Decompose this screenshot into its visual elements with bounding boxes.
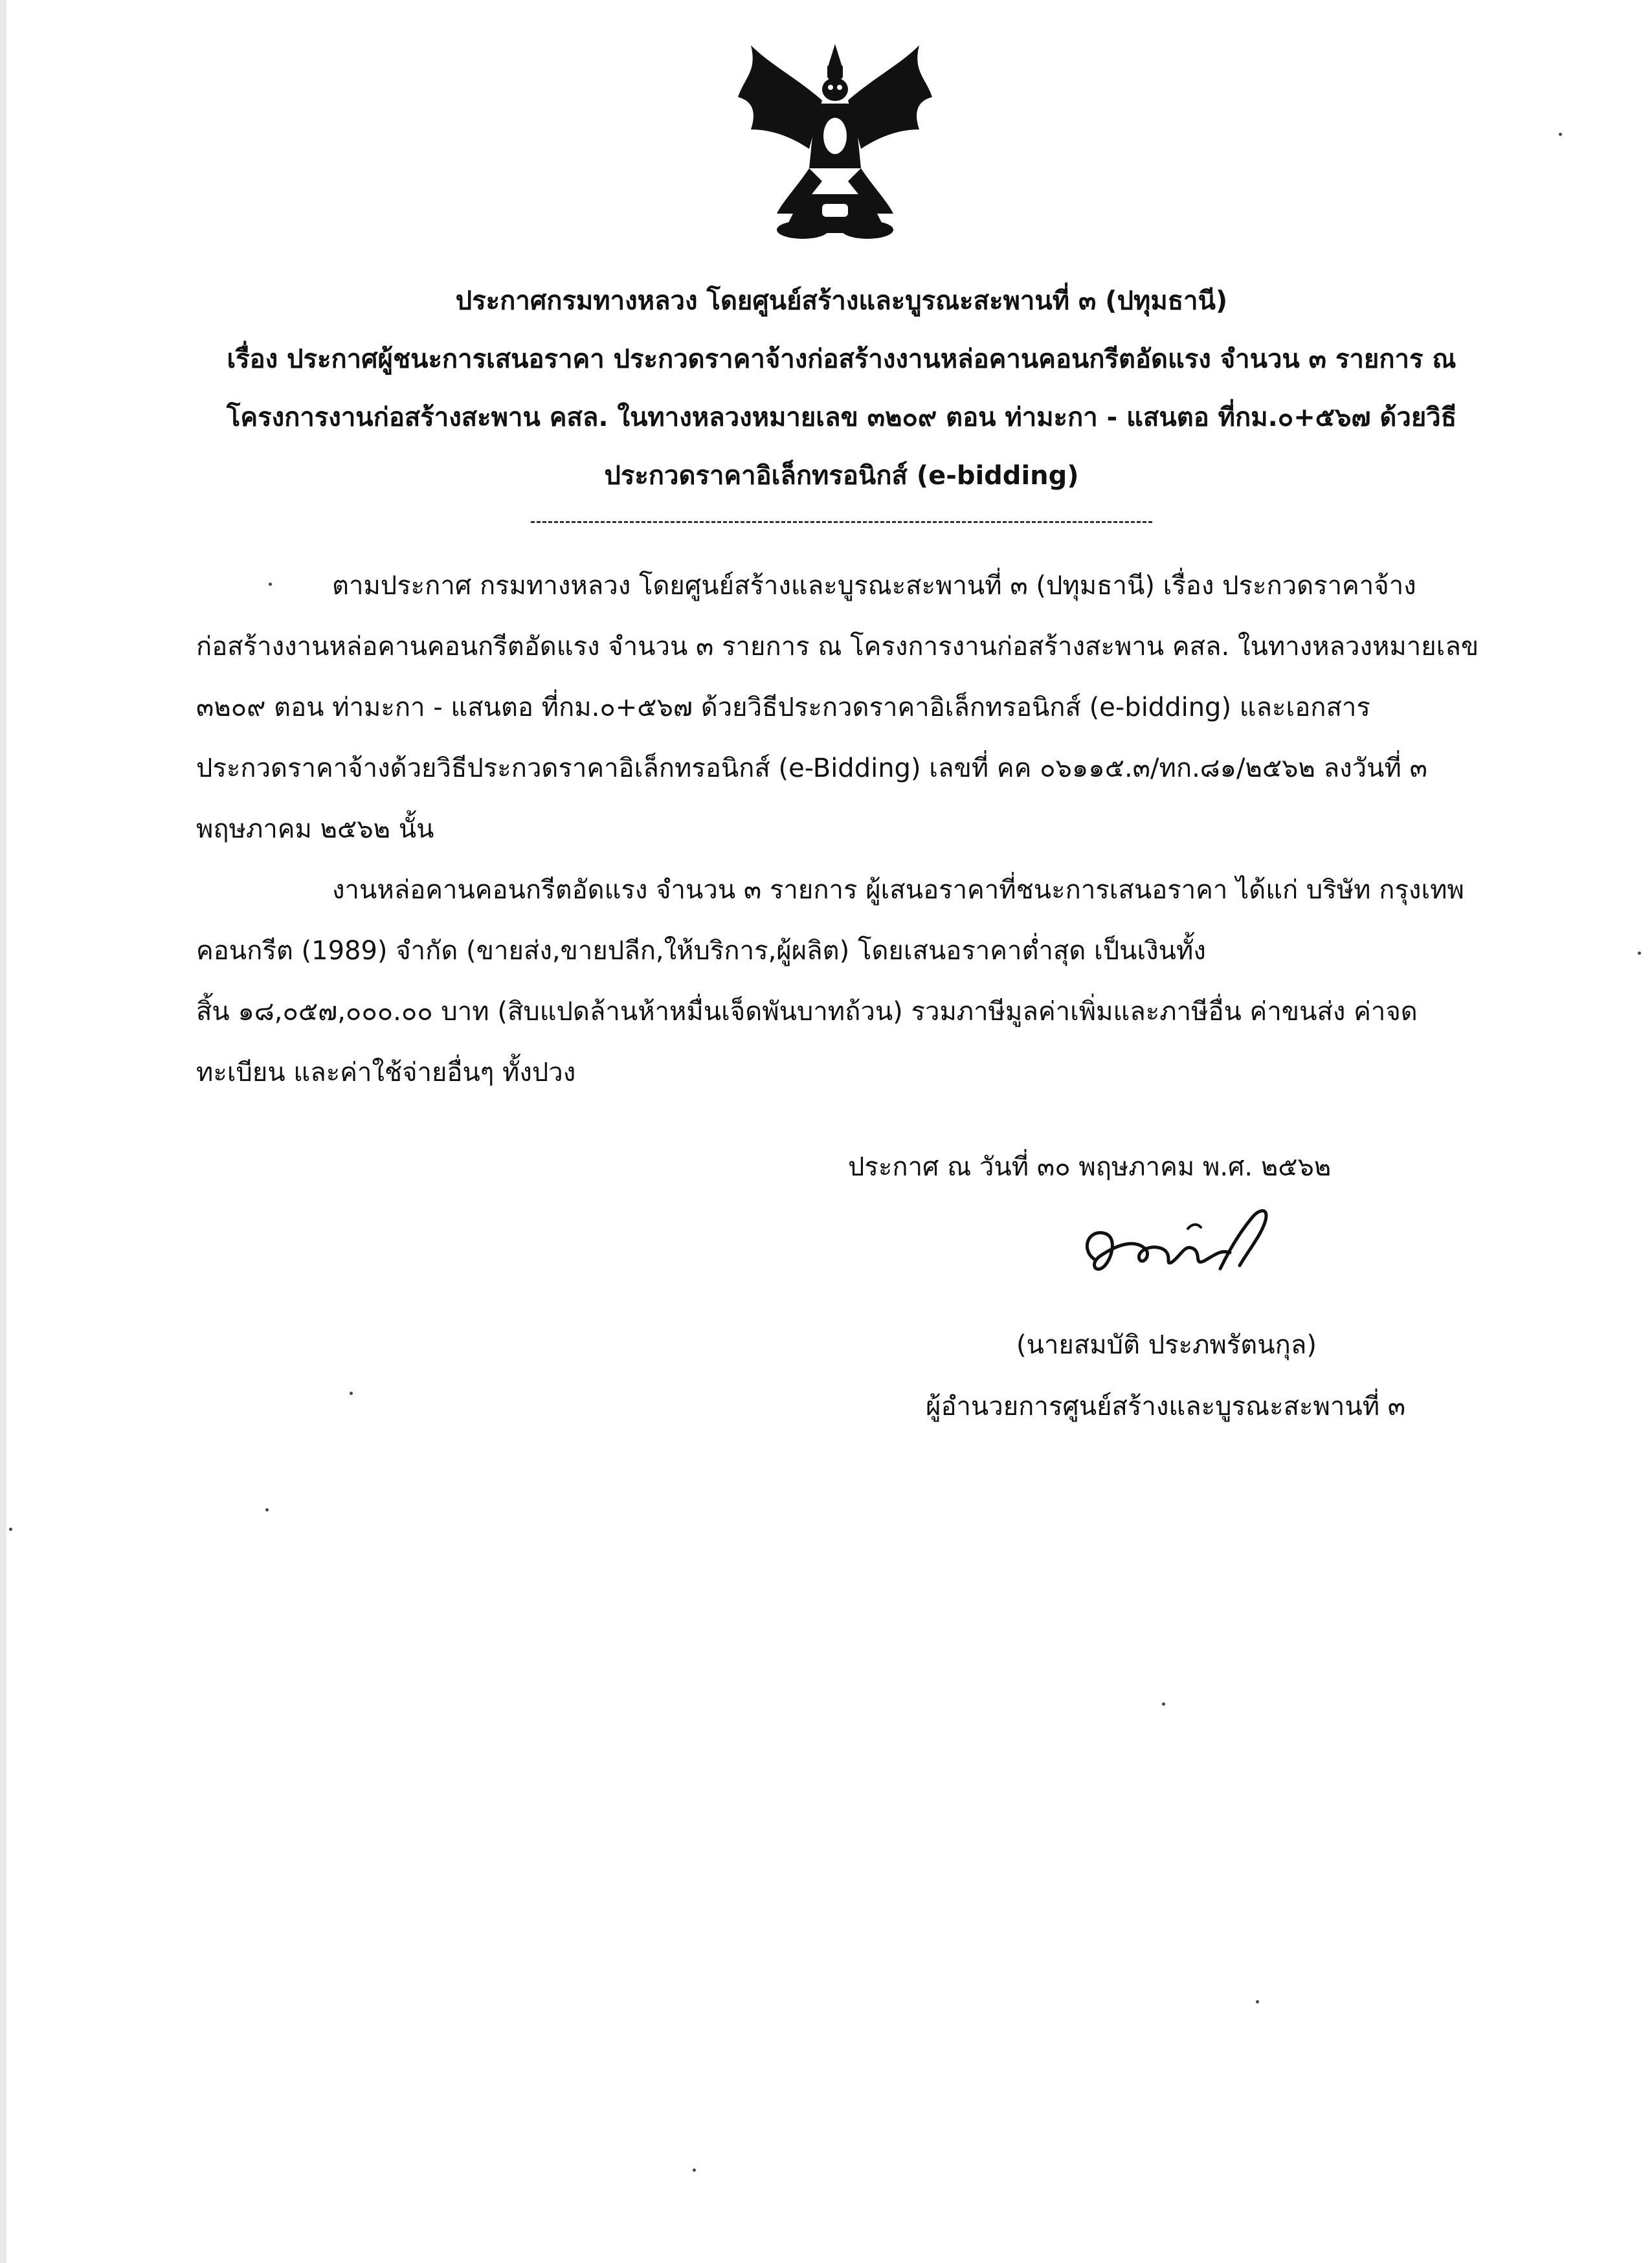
scan-speck — [1559, 133, 1562, 136]
scan-speck — [269, 583, 272, 586]
announcement-date: ประกาศ ณ วันที่ ๓๐ พฤษภาคม พ.ศ. ๒๕๖๒ — [848, 1152, 1332, 1182]
paragraph-1-line-4: ประกวดราคาจ้างด้วยวิธีประกวดราคาอิเล็กทรอนิกส์ (e-Bidding) เลขที่ คค ๐๖๑๑๕.๓/ทก.๘๑/๒๕๖๒ ลงวันที่ ๓ — [196, 753, 1427, 783]
paragraph-2-line-3: สิ้น ๑๘,๐๕๗,๐๐๐.๐๐ บาท (สิบแปดล้านห้าหมื่นเจ็ดพันบาทถ้วน) รวมภาษีมูลค่าเพิ่มและภาษีอื่น ค่าขนส่ง ค่าจด — [196, 997, 1418, 1027]
scan-speck — [265, 1508, 269, 1511]
title-line-2: เรื่อง ประกาศผู้ชนะการเสนอราคา ประกวดราคาจ้างก่อสร้างงานหล่อคานคอนกรีตอัดแรง จำนวน ๓ รายการ ณ — [227, 344, 1457, 374]
signer-title: ผู้อำนวยการศูนย์สร้างและบูรณะสะพานที่ ๓ — [926, 1392, 1406, 1421]
scan-speck — [350, 1392, 353, 1395]
paragraph-1-line-2: ก่อสร้างงานหล่อคานคอนกรีตอัดแรง จำนวน ๓ รายการ ณ โครงการงานก่อสร้างสะพาน คสล. ในทางหลวงหมายเลข — [196, 632, 1479, 662]
paragraph-2-line-4: ทะเบียน และค่าใช้จ่ายอื่นๆ ทั้งปวง — [196, 1058, 576, 1087]
signer-name: (นายสมบัติ ประภพรัตนกุล) — [1016, 1330, 1317, 1360]
paragraph-2-line-2: คอนกรีต (1989) จำกัด (ขายส่ง,ขายปลีก,ให้บริการ,ผู้ผลิต) โดยเสนอราคาต่ำสุด เป็นเงินทั้ง — [196, 936, 1206, 966]
scan-edge — [0, 0, 6, 2263]
scan-speck — [1162, 1702, 1165, 1706]
title-line-3: โครงการงานก่อสร้างสะพาน คสล. ในทางหลวงหมายเลข ๓๒๐๙ ตอน ท่ามะกา - แสนตอ ที่กม.๐+๕๖๗ ด้วยวิธี — [226, 403, 1457, 432]
paragraph-1-line-5: พฤษภาคม ๒๕๖๒ นั้น — [196, 814, 434, 844]
scan-speck — [1256, 2000, 1259, 2003]
garuda-emblem-icon — [725, 39, 945, 246]
scan-speck — [1638, 952, 1641, 955]
announcement-title — [162, 272, 1521, 505]
paragraph-1-line-3: ๓๒๐๙ ตอน ท่ามะกา - แสนตอ ที่กม.๐+๕๖๗ ด้วยวิธีประกวดราคาอิเล็กทรอนิกส์ (e-bidding) และเอกสาร — [196, 693, 1370, 722]
scan-speck — [693, 2168, 696, 2172]
announcement-body — [196, 555, 1497, 1103]
title-divider — [531, 521, 1152, 523]
paragraph-1-line-1: ตามประกาศ กรมทางหลวง โดยศูนย์สร้างและบูรณะสะพานที่ ๓ (ปทุมธานี) เรื่อง ประกวดราคาจ้าง — [332, 571, 1416, 601]
handwritten-signature — [1075, 1204, 1288, 1288]
title-line-1: ประกาศกรมทางหลวง โดยศูนย์สร้างและบูรณะสะพานที่ ๓ (ปทุมธานี) — [455, 286, 1228, 316]
scan-speck — [9, 1528, 12, 1531]
paragraph-2-line-1: งานหล่อคานคอนกรีตอัดแรง จำนวน ๓ รายการ ผู้เสนอราคาที่ชนะการเสนอราคา ได้แก่ บริษัท กรุงเทพ — [332, 875, 1464, 905]
title-line-4: ประกวดราคาอิเล็กทรอนิกส์ (e-bidding) — [604, 461, 1079, 491]
